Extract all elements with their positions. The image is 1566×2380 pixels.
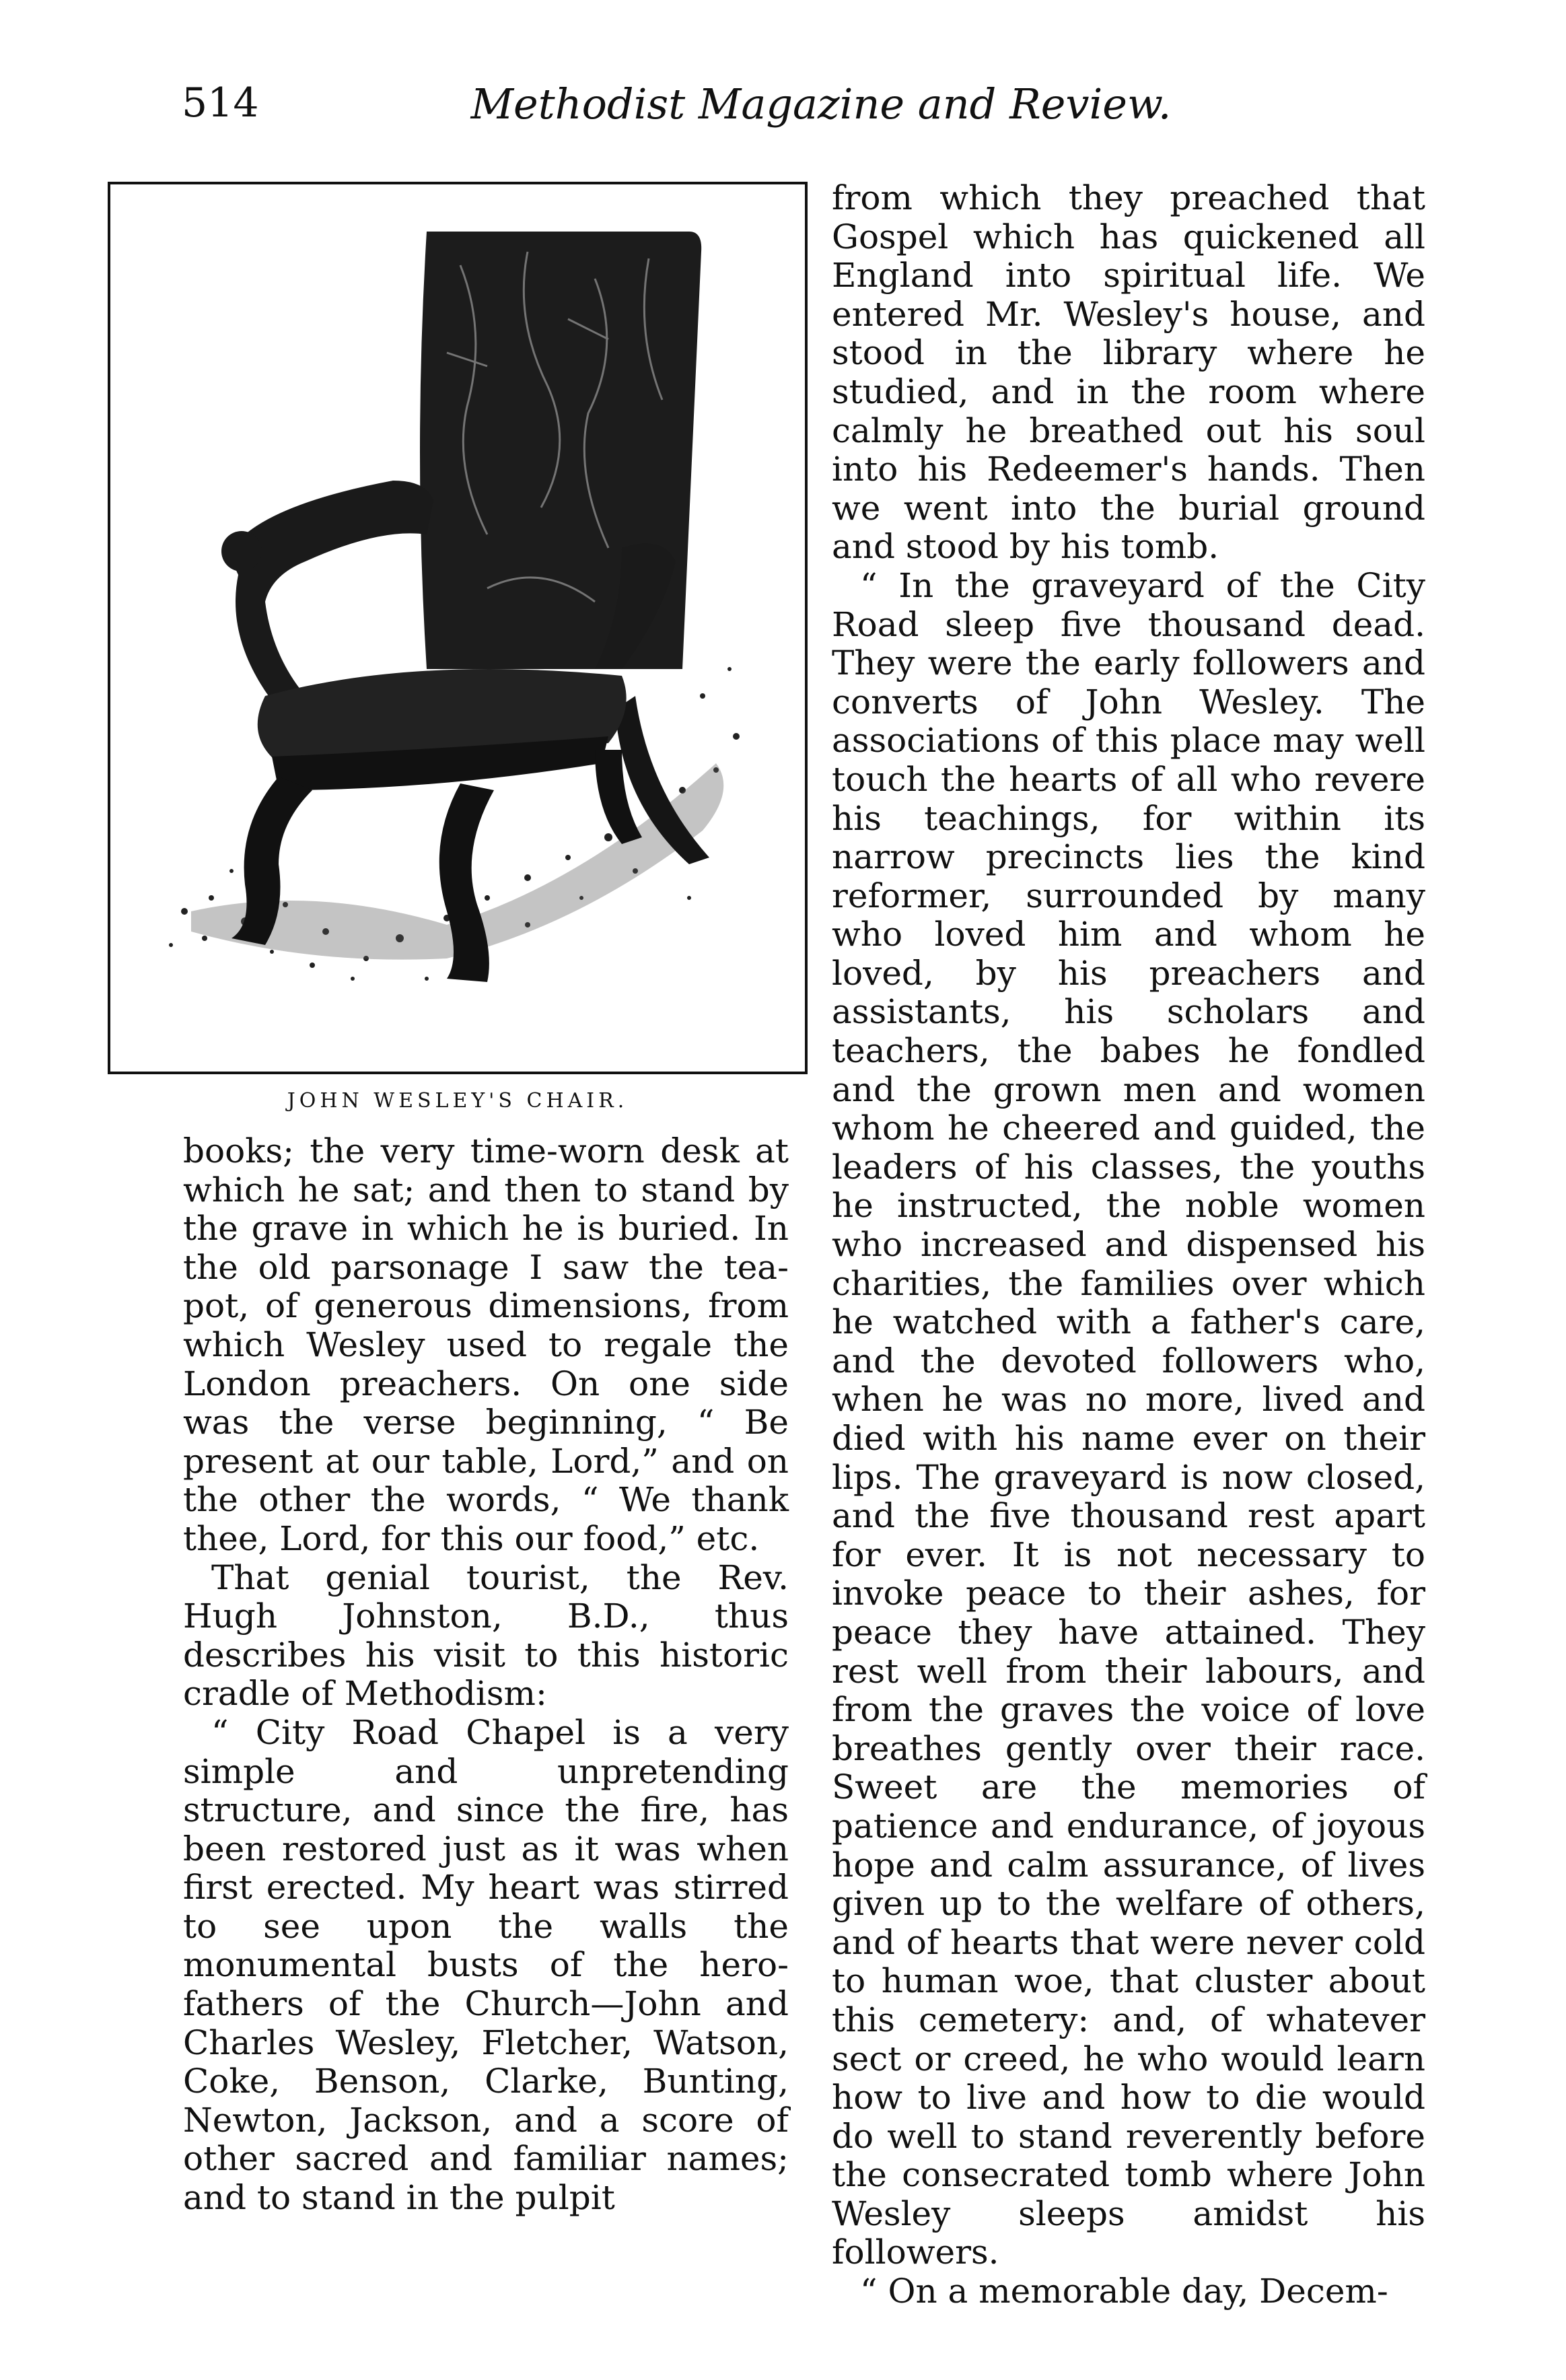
right-column xyxy=(832,179,1425,2311)
running-title: Methodist Magazine and Review. xyxy=(470,79,1172,129)
figure-caption: JOHN WESLEY'S CHAIR. xyxy=(287,1089,629,1113)
paragraph: from which they preached that Gospel which has quickened all England into spiritual life. We entered Mr. Wesley's house, and stood in the library where he studied, and in the room where calmly he breathed out his soul into his Redeemer's hands. Then we went into the burial ground and stood by his tomb. xyxy=(832,178,1425,567)
paragraph: That genial tourist, the Rev. Hugh Johnston, B.D., thus describes his visit to this historic cradle of Methodism: xyxy=(183,1558,789,1714)
armchair-illustration xyxy=(110,184,805,1072)
paragraph: “ City Road Chapel is a very simple and unpretending structure, and since the fire, has been restored just as it was when first erected. My heart was stirred to see upon the walls the monumental busts of the hero-fathers of the Church—John and Charles Wesley, Fletcher, Watson, Coke, Benson, Clarke, Bunting, Newton, Jackson, and a score of other sacred and familiar names; and to stand in the pulpit xyxy=(183,1712,789,2218)
page-number: 514 xyxy=(182,79,259,127)
paragraph: “ In the graveyard of the City Road sleep five thousand dead. They were the early followers and converts of John Wesley. The associations of this place may well touch the hearts of all who revere his teachings, for within its narrow precincts lies the kind reformer, surrounded by many who loved him and whom he loved, by his preachers and assistants, his scholars and teachers, the babes he fondled and the grown men and women whom he cheered and guided, the leaders of his classes, the youths he instructed, the noble women who increased and dispensed his charities, the families over which he watched with a father's care, and the devoted followers who, when he was no more, lived and died with his name ever on their lips. The graveyard is now closed, and the five thousand rest apart for ever. It is not necessary to invoke peace to their ashes, for peace they have attained. They rest well from their labours, and from the graves the voice of love breathes gently over their race. Sweet are the memories of patience and endurance, of joyous hope and calm assurance, of lives given up to the welfare of others, and of hearts that were never cold to human woe, that cluster about this cemetery: and, of whatever sect or creed, he who would learn how to live and how to die would do well to stand reverently before the consecrated tomb where John Wesley sleeps amidst his followers. xyxy=(832,565,1425,2272)
page-header xyxy=(182,79,1460,140)
figure-frame xyxy=(108,182,808,1074)
figure xyxy=(108,182,808,1070)
arm-scroll-left xyxy=(221,531,262,571)
paragraph: “ On a memorable day, Decem- xyxy=(860,2272,1388,2311)
left-column xyxy=(183,1132,789,2218)
paragraph: books; the very time-worn desk at which he sat; and then to stand by the grave in which he is buried. In the old parsonage I saw the tea-pot, of generous dimensions, from which Wesley used to regale the London preachers. On one side was the verse beginning, “ Be present at our table, Lord,” and on the other the words, “ We thank thee, Lord, for this our food,” etc. xyxy=(183,1131,789,1558)
